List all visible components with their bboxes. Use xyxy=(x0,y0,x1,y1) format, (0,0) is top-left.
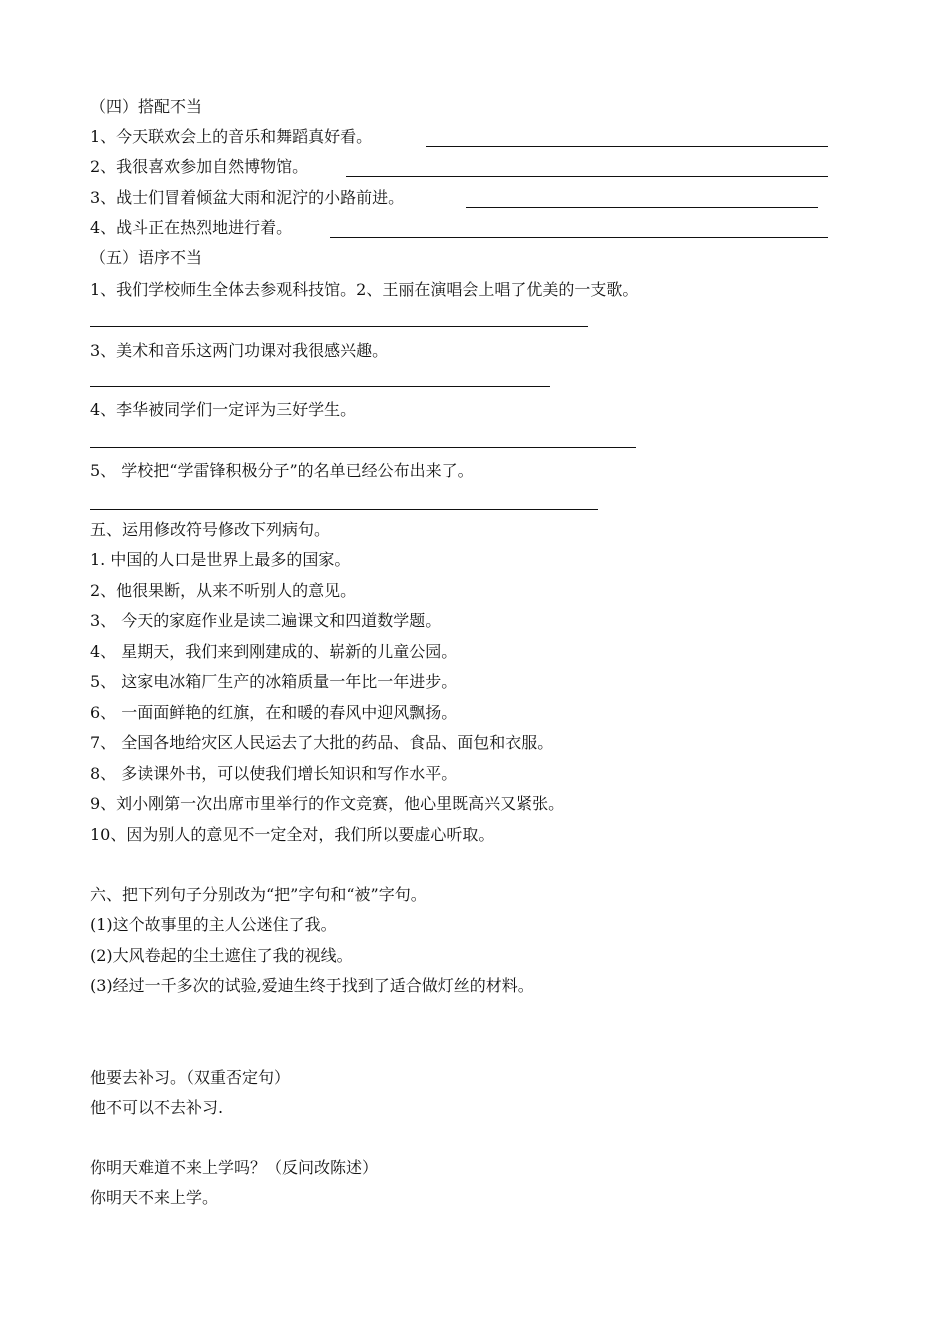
sec4-item-1: 1、今天联欢会上的音乐和舞蹈真好看。 xyxy=(90,127,373,146)
sec5-item-4: 5、 学校把“学雷锋积极分子”的名单已经公布出来了。 xyxy=(90,461,474,480)
part6-item-1: (1)这个故事里的主人公迷住了我。 xyxy=(90,915,337,934)
sec5-item-3: 4、李华被同学们一定评为三好学生。 xyxy=(90,400,357,419)
part5-item-7: 7、 全国各地给灾区人民运去了大批的药品、食品、面包和衣服。 xyxy=(90,733,554,752)
part-5-title: 五、运用修改符号修改下列病句。 xyxy=(90,520,331,539)
part5-item-3: 3、 今天的家庭作业是读二遍课文和四道数学题。 xyxy=(90,611,442,630)
example-question: 他要去补习。（双重否定句） xyxy=(90,1068,291,1087)
part5-item-10: 10、因为别人的意见不一定全对，我们所以要虚心听取。 xyxy=(90,825,495,844)
part-6-title: 六、把下列句子分别改为“把”字句和“被”字句。 xyxy=(90,885,427,904)
section-4-title: （四）搭配不当 xyxy=(90,97,203,116)
sec5-item-2: 3、美术和音乐这两门功课对我很感兴趣。 xyxy=(90,341,389,360)
part6-item-2: (2)大风卷起的尘土遮住了我的视线。 xyxy=(90,946,353,965)
example-answer: 你明天不来上学。 xyxy=(90,1188,219,1207)
answer-blank[interactable] xyxy=(90,447,636,448)
sec4-item-2: 2、我很喜欢参加自然博物馆。 xyxy=(90,157,309,176)
answer-blank[interactable] xyxy=(330,237,828,238)
part5-item-2: 2、他很果断，从来不听别人的意见。 xyxy=(90,581,357,600)
answer-blank[interactable] xyxy=(90,326,588,327)
answer-blank[interactable] xyxy=(346,176,828,177)
section-5-title: （五）语序不当 xyxy=(90,248,203,267)
sec4-item-3: 3、战士们冒着倾盆大雨和泥泞的小路前进。 xyxy=(90,188,405,207)
answer-blank[interactable] xyxy=(90,509,598,510)
example-answer: 他不可以不去补习. xyxy=(90,1098,224,1117)
example-question: 你明天难道不来上学吗？（反问改陈述） xyxy=(90,1158,379,1177)
part5-item-4: 4、 星期天，我们来到刚建成的、崭新的儿童公园。 xyxy=(90,642,458,661)
part5-item-6: 6、 一面面鲜艳的红旗，在和暖的春风中迎风飘扬。 xyxy=(90,703,458,722)
part5-item-1: 1. 中国的人口是世界上最多的国家。 xyxy=(90,550,351,569)
part5-item-9: 9、刘小刚第一次出席市里举行的作文竞赛，他心里既高兴又紧张。 xyxy=(90,794,565,813)
sec4-item-4: 4、战斗正在热烈地进行着。 xyxy=(90,218,293,237)
part5-item-5: 5、 这家电冰箱厂生产的冰箱质量一年比一年进步。 xyxy=(90,672,458,691)
part6-item-3: (3)经过一千多次的试验,爱迪生终于找到了适合做灯丝的材料。 xyxy=(90,976,534,995)
answer-blank[interactable] xyxy=(426,146,828,147)
answer-blank[interactable] xyxy=(466,207,818,208)
sec5-item-1: 1、我们学校师生全体去参观科技馆。2、王丽在演唱会上唱了优美的一支歌。 xyxy=(90,280,639,299)
answer-blank[interactable] xyxy=(90,386,550,387)
part5-item-8: 8、 多读课外书，可以使我们增长知识和写作水平。 xyxy=(90,764,458,783)
